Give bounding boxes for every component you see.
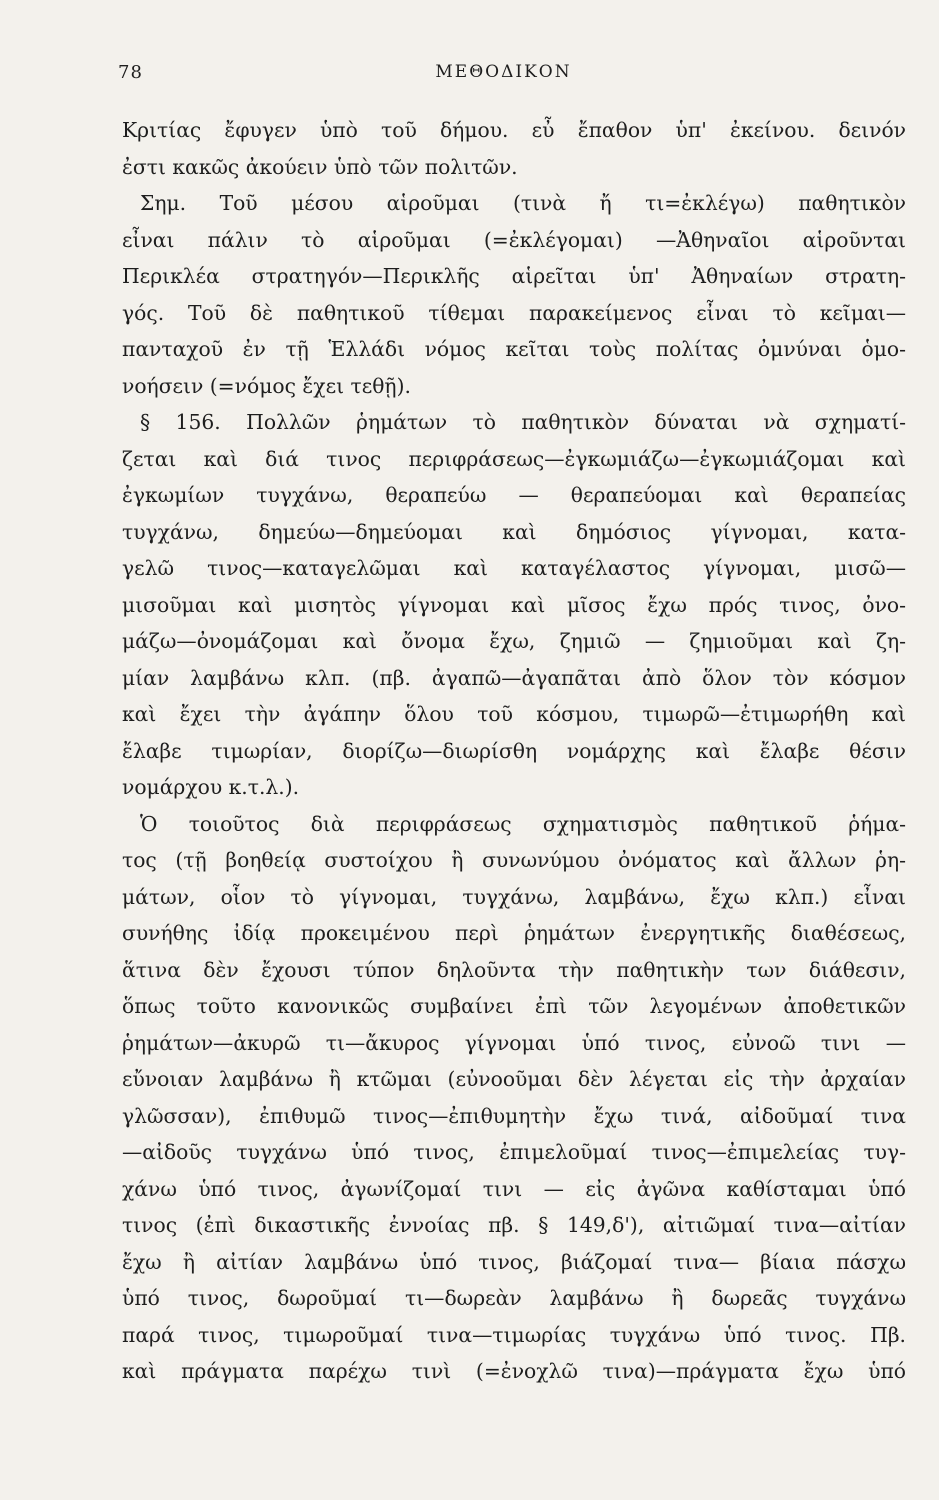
- text-line: —αἰδοῦς τυγχάνω ὑπό τινος, ἐπιμελοῦμαί τινος—ἐπιμελείας τυγ-: [122, 1140, 906, 1164]
- text-line: ἔχω ἢ αἰτίαν λαμβάνω ὑπό τινος, βιάζομαί τινα— βίαια πάσχω: [122, 1249, 906, 1274]
- text-line: μάτων, οἷον τὸ γίγνομαι, τυγχάνω, λαμβάνω, ἔχω κλπ.) εἶναι: [122, 884, 906, 909]
- text-line: νομάρχου κ.τ.λ.).: [122, 775, 300, 799]
- text-line: ἐστι κακῶς ἀκούειν ὑπὸ τῶν πολιτῶν.: [122, 154, 518, 179]
- text-line: τυγχάνω, δημεύω—δημεύομαι καὶ δημόσιος γίγνομαι, κατα-: [122, 519, 906, 544]
- text-line: μίαν λαμβάνω κλπ. (πβ. ἀγαπῶ—ἀγαπᾶται ἀπὸ ὅλον τὸν κόσμον: [122, 665, 906, 690]
- text-line: Κριτίας ἔφυγεν ὑπὸ τοῦ δήμου. εὖ ἔπαθον ὑπ' ἐκείνου. δεινόν: [122, 118, 906, 142]
- text-line: μισοῦμαι καὶ μισητὸς γίγνομαι καὶ μῖσος ἔχω πρός τινος, ὀνο-: [122, 592, 906, 617]
- text-line: ζεται καὶ διά τινος περιφράσεως—ἐγκωμιάζω—ἐγκωμιάζομαι καὶ: [122, 446, 906, 471]
- page-header: [118, 62, 889, 92]
- text-line: χάνω ὑπό τινος, ἀγωνίζομαί τινι — εἰς ἀγῶνα καθίσταμαι ὑπό: [122, 1176, 906, 1201]
- text-line: εὔνοιαν λαμβάνω ἢ κτῶμαι (εὐνοοῦμαι δὲν λέγεται εἰς τὴν ἀρχαίαν: [122, 1067, 906, 1091]
- text-line: ἐγκωμίων τυγχάνω, θεραπεύω — θεραπεύομαι καὶ θεραπείας: [122, 483, 906, 507]
- text-line: εἶναι πάλιν τὸ αἱροῦμαι (=ἐκλέγομαι) —Ἀθηναῖοι αἱροῦνται: [122, 227, 906, 252]
- text-line: τος (τῇ βοηθείᾳ συστοίχου ἢ συνωνύμου ὀνόματος καὶ ἄλλων ῥη-: [122, 848, 906, 872]
- text-line: συνήθης ἰδίᾳ προκειμένου περὶ ῥημάτων ἐνεργητικῆς διαθέσεως,: [122, 921, 906, 945]
- text-line: ἅτινα δὲν ἔχουσι τύπον δηλοῦντα τὴν παθητικὴν των διάθεσιν,: [122, 957, 906, 982]
- text-line: νοήσειν (=νόμος ἔχει τεθῇ).: [122, 373, 411, 398]
- text-line: Σημ. Τοῦ μέσου αἱροῦμαι (τινὰ ἤ τι=ἐκλέγω) παθητικὸν: [140, 191, 906, 215]
- text-line: παρά τινος, τιμωροῦμαί τινα—τιμωρίας τυγχάνω ὑπό τινος. Πβ.: [122, 1322, 906, 1347]
- text-line: Ὁ τοιοῦτος διὰ περιφράσεως σχηματισμὸς παθητικοῦ ῥήμα-: [140, 811, 906, 836]
- text-line: § 156. Πολλῶν ῥημάτων τὸ παθητικὸν δύναται νὰ σχηματί-: [140, 410, 906, 434]
- text-line: ὅπως τοῦτο κανονικῶς συμβαίνει ἐπὶ τῶν λεγομένων ἀποθετικῶν: [122, 994, 906, 1018]
- text-line: μάζω—ὀνομάζομαι καὶ ὄνομα ἔχω, ζημιῶ — ζημιοῦμαι καὶ ζη-: [122, 629, 906, 653]
- text-line: ὑπό τινος, δωροῦμαί τι—δωρεὰν λαμβάνω ἢ δωρεᾶς τυγχάνω: [122, 1286, 906, 1310]
- text-line: γός. Τοῦ δὲ παθητικοῦ τίθεμαι παρακείμενος εἶναι τὸ κεῖμαι—: [122, 300, 906, 325]
- page-number: 78: [118, 62, 143, 83]
- text-line: πανταχοῦ ἐν τῇ Ἑλλάδι νόμος κεῖται τοὺς πολίτας ὀμνύναι ὁμο-: [122, 337, 906, 361]
- text-line: Περικλέα στρατηγόν—Περικλῆς αἱρεῖται ὑπ' Ἀθηναίων στρατη-: [122, 264, 906, 288]
- text-line: καὶ πράγματα παρέχω τινὶ (=ἐνοχλῶ τινα)—πράγματα ἔχω ὑπό: [122, 1359, 906, 1383]
- text-line: καὶ ἔχει τὴν ἀγάπην ὅλου τοῦ κόσμου, τιμωρῶ—ἐτιμωρήθη καὶ: [122, 702, 906, 726]
- text-line: γελῶ τινος—καταγελῶμαι καὶ καταγέλαστος γίγνομαι, μισῶ—: [122, 556, 906, 580]
- text-line: τινος (ἐπὶ δικαστικῆς ἐννοίας πβ. § 149,δ'), αἰτιῶμαί τινα—αἰτίαν: [122, 1213, 906, 1237]
- running-title: ΜΕΘΟΔΙΚΟΝ: [435, 62, 572, 82]
- text-line: ἔλαβε τιμωρίαν, διορίζω—διωρίσθη νομάρχης καὶ ἔλαβε θέσιν: [122, 738, 906, 763]
- text-line: ῥημάτων—ἀκυρῶ τι—ἄκυρος γίγνομαι ὑπό τινος, εὐνοῶ τινι —: [122, 1030, 906, 1055]
- body-text: [122, 112, 906, 1390]
- text-line: γλῶσσαν), ἐπιθυμῶ τινος—ἐπιθυμητὴν ἔχω τινά, αἰδοῦμαί τινα: [122, 1103, 906, 1128]
